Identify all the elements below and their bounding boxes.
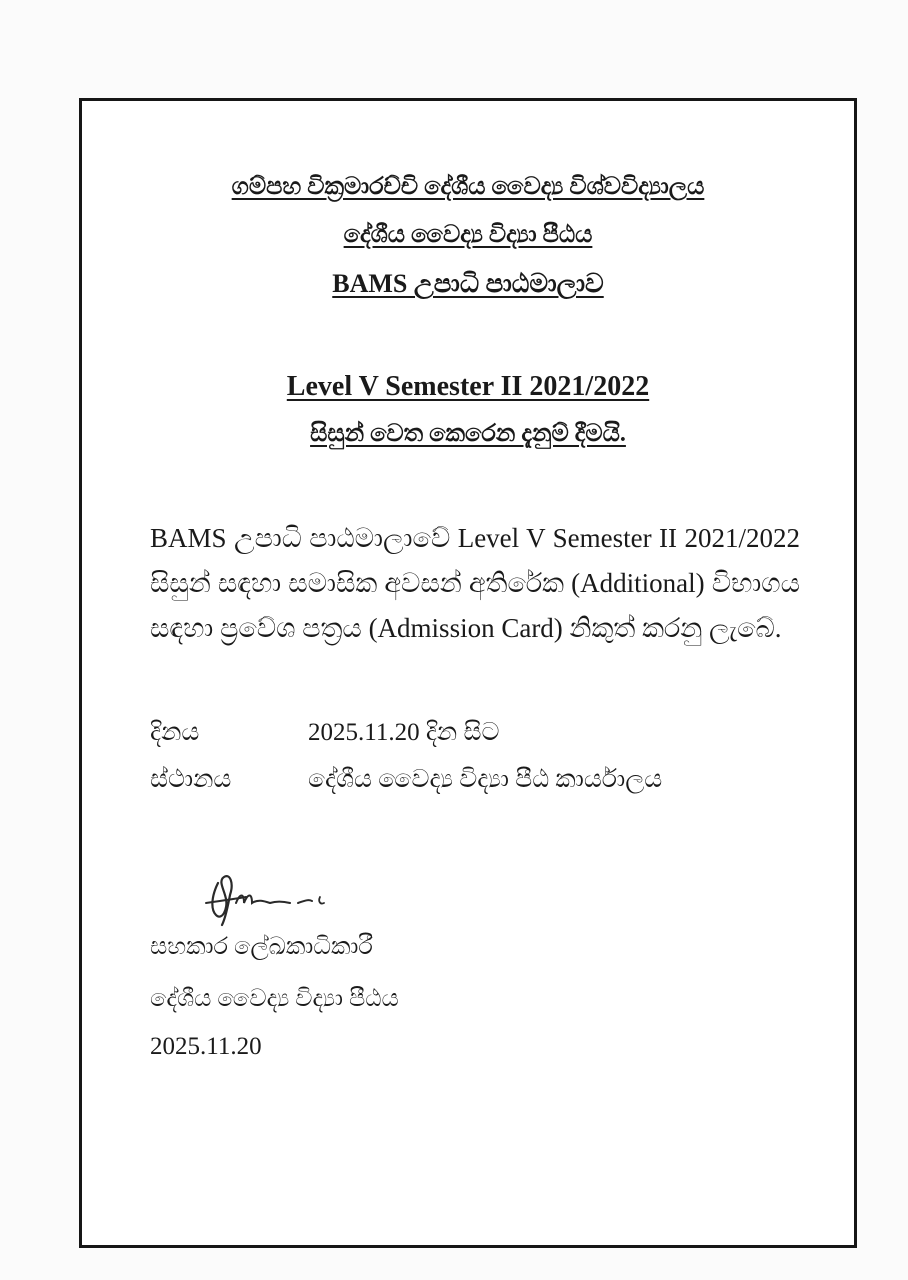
document-border bbox=[79, 98, 857, 1248]
notice-paragraph: BAMS උපාධි පාඨමාලාවේ Level V Semester II 2021/2022 සිසුන් සඳහා සමාසික අවසන් අතිරේක (Additional) විභාගය සඳහා ප්‍රවේශ පත්‍රය (Admission Card) නිකුත් කරනු ලැබේ. bbox=[150, 523, 800, 643]
signature-mark bbox=[200, 863, 360, 933]
date-value: 2025.11.20 දින සිට bbox=[308, 719, 500, 746]
degree-heading: BAMS උපාධි පාඨමාලාව bbox=[332, 269, 604, 298]
university-heading: ගම්පහ වික්‍රමාරච්චි දේශීය වෛද්‍ය විශ්වවිද්‍යාලය bbox=[231, 174, 705, 200]
signatory-faculty: දේශීය වෛද්‍ය විද්‍යා පීඨය bbox=[150, 986, 399, 1012]
date-label: දිනය bbox=[150, 719, 200, 746]
date-row bbox=[150, 719, 499, 747]
signature-date: 2025.11.20 bbox=[150, 1033, 262, 1060]
notice-subtitle: සිසුන් වෙත කෙරෙන දැනුම් දීමයි. bbox=[310, 421, 626, 447]
level-heading: Level V Semester II 2021/2022 bbox=[286, 371, 650, 402]
place-label: ස්ථානය bbox=[150, 766, 232, 793]
place-value: දේශීය වෛද්‍ය විද්‍යා පීඨ කාර්යාලය bbox=[308, 766, 663, 793]
faculty-heading: දේශීය වෛද්‍ය විද්‍යා පීඨය bbox=[343, 222, 593, 248]
place-row bbox=[150, 766, 662, 794]
signatory-title: සහකාර ලේඛකාධිකාරී bbox=[150, 934, 373, 960]
